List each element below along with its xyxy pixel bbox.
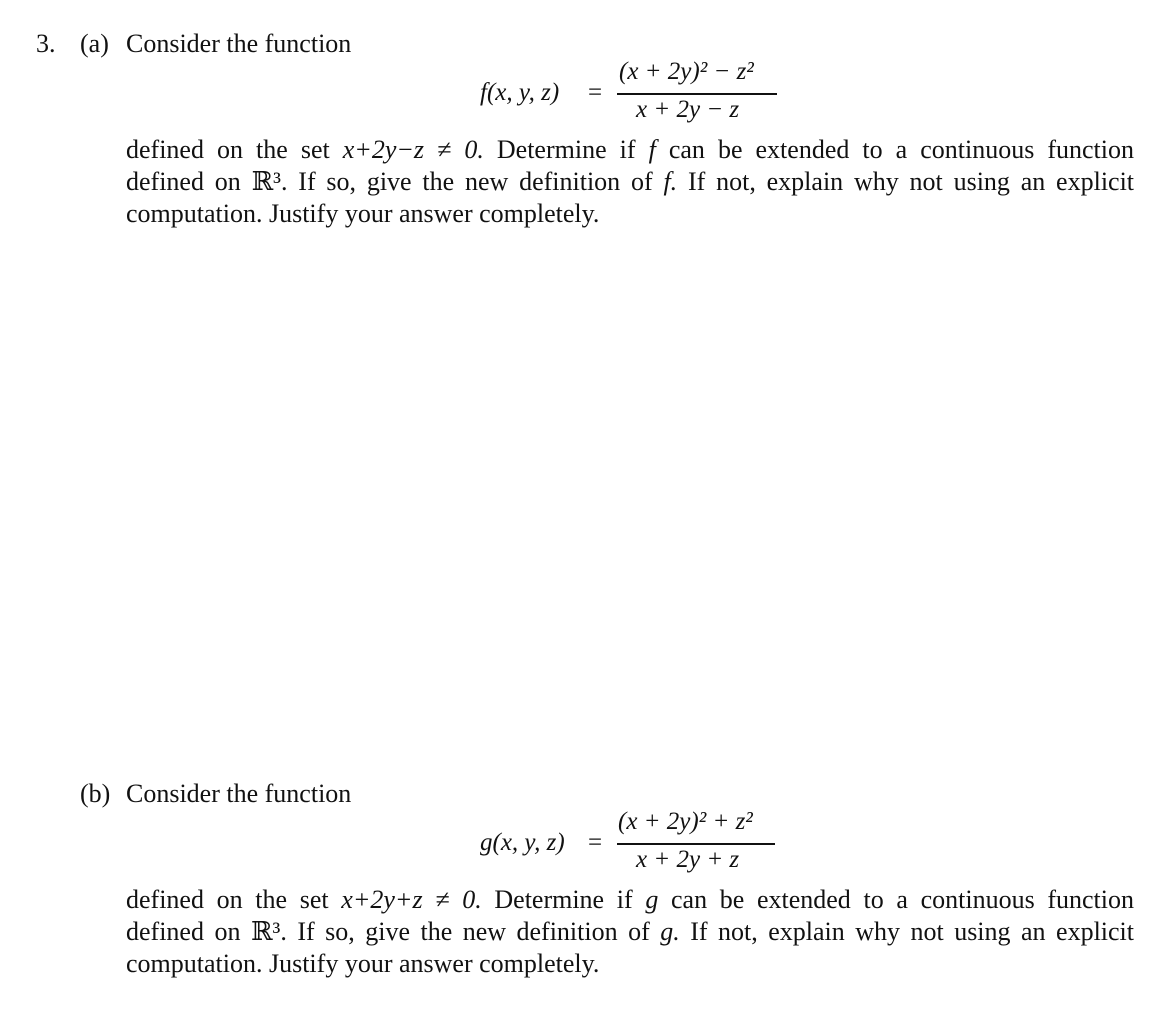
part-a-line2-text-a: defined on xyxy=(126,167,241,196)
part-b-line2-var: g. xyxy=(660,917,680,946)
part-a-numerator: (x + 2y)² − z² xyxy=(619,58,754,85)
part-a-line2-math: ℝ³. xyxy=(251,167,288,196)
problem-number: 3. xyxy=(36,29,56,58)
part-a-paragraph xyxy=(126,134,1134,230)
part-a-intro: Consider the function xyxy=(126,29,352,58)
part-a-line1-text-b: Determine if xyxy=(496,135,636,164)
part-a-line-3: computation. Justify your answer completely. xyxy=(126,199,600,228)
part-b-line-1 xyxy=(126,884,1134,916)
part-b-line1-text-c: can be extended to a continuous function xyxy=(671,885,1135,914)
part-b-lhs: g(x, y, z) xyxy=(480,829,565,856)
part-b-fraction-bar xyxy=(617,843,775,845)
part-b-line1-var: g xyxy=(645,885,659,914)
part-a-line2-text-c: If not, explain why not using an explicit xyxy=(688,167,1135,196)
part-a-line1-text-a: defined on the set xyxy=(126,135,330,164)
part-b-line1-text-a: defined on the set xyxy=(126,885,329,914)
part-a-line1-var: f xyxy=(648,135,656,164)
part-a-label: (a) xyxy=(80,29,109,58)
part-b-paragraph xyxy=(126,884,1134,980)
part-b-line2-text-c: If not, explain why not using an explicit xyxy=(690,917,1135,946)
part-a-line2-var: f. xyxy=(663,167,678,196)
part-a-line1-math: x+2y−z ≠ 0. xyxy=(342,135,484,164)
part-b-line-3: computation. Justify your answer completely. xyxy=(126,949,600,978)
part-a-fraction-bar xyxy=(617,93,777,95)
part-b-line2-math: ℝ³. xyxy=(250,917,287,946)
part-a-equals: = xyxy=(588,79,603,106)
part-a-lhs: f(x, y, z) xyxy=(480,79,560,106)
part-a-line1-text-c: can be extended to a continuous function xyxy=(668,135,1134,164)
part-a-denominator: x + 2y − z xyxy=(636,96,740,123)
part-a-line-2 xyxy=(126,166,1134,198)
part-a-line2-text-b: If so, give the new definition of xyxy=(298,167,653,196)
part-b-line1-math: x+2y+z ≠ 0. xyxy=(341,885,482,914)
answer-space-a xyxy=(0,240,1160,760)
part-b-line2-text-b: If so, give the new definition of xyxy=(297,917,650,946)
part-b-line2-text-a: defined on xyxy=(126,917,241,946)
part-b-line-2 xyxy=(126,916,1134,948)
part-b-equals: = xyxy=(588,829,603,856)
part-b-line1-text-b: Determine if xyxy=(494,885,633,914)
part-b-label: (b) xyxy=(80,779,111,808)
part-b-numerator: (x + 2y)² + z² xyxy=(618,808,753,835)
part-a-line-1 xyxy=(126,134,1134,166)
part-b-denominator: x + 2y + z xyxy=(636,846,740,873)
part-b-intro: Consider the function xyxy=(126,779,352,808)
